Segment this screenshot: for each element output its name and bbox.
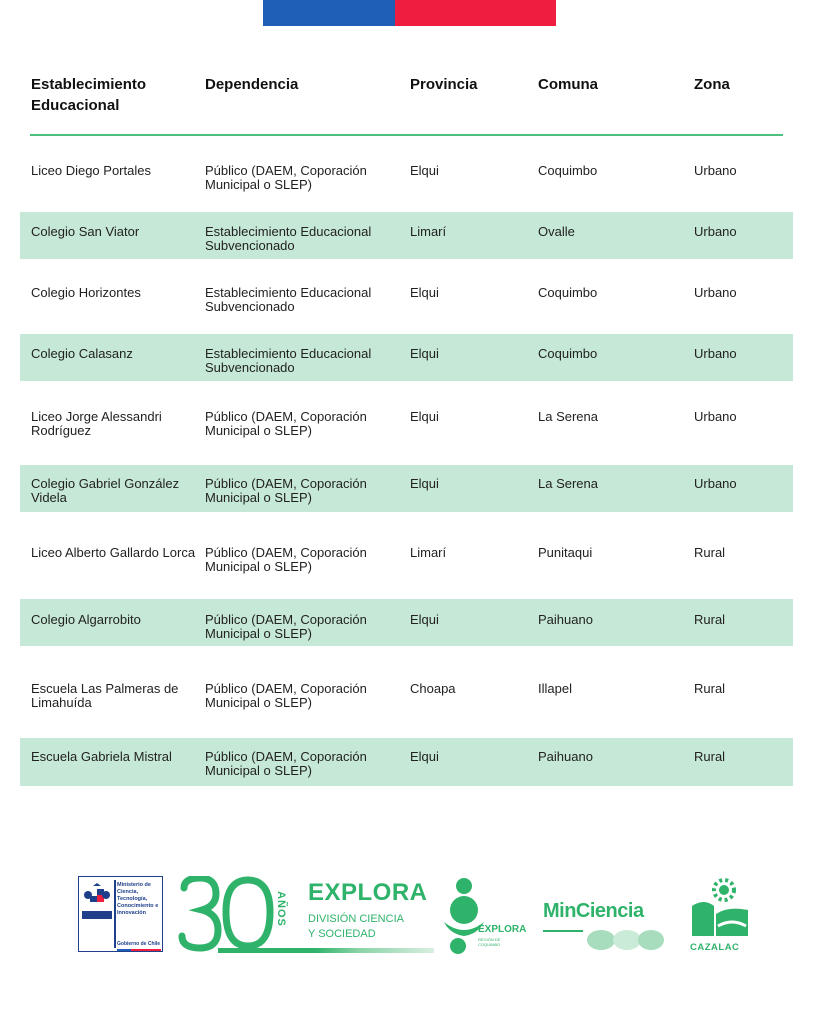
- table-header: [20, 74, 793, 136]
- explora-coquimbo-logo: [442, 876, 532, 958]
- cell-dependencia: Establecimiento Educacional Subvencionado: [205, 224, 372, 253]
- cell-zona: Rural: [694, 749, 726, 764]
- chile-coat-of-arms-icon: [83, 881, 111, 909]
- explora-region-sub: REGIÓN DE COQUIMBO: [478, 937, 501, 947]
- cell-dependencia: Público (DAEM, Coporación Municipal o SLEP): [205, 476, 367, 505]
- header-divider: [30, 134, 783, 136]
- ministerio-ciencia-logo: [78, 876, 163, 952]
- chile-flag-bar: [263, 0, 556, 26]
- table-row: [20, 334, 793, 381]
- cell-dependencia: Público (DAEM, Coporación Municipal o SLEP): [205, 749, 367, 778]
- gobierno-de-chile-label: Gobierno de Chile: [117, 941, 161, 947]
- cell-provincia: Elqui: [410, 346, 439, 361]
- cell-dependencia: Público (DAEM, Coporación Municipal o SLEP): [205, 545, 367, 574]
- cell-establecimiento: Liceo Jorge Alessandri Rodríguez: [31, 409, 162, 438]
- cell-comuna: Punitaqui: [538, 545, 593, 560]
- cell-provincia: Elqui: [410, 612, 439, 627]
- minciencia-wordmark: MinCiencia: [543, 900, 644, 922]
- cell-comuna: Ovalle: [538, 224, 575, 239]
- cell-zona: Urbano: [694, 409, 737, 424]
- gobierno-blue-bar: [117, 949, 131, 951]
- cazalac-emblem-icon: [688, 876, 752, 940]
- column-header-establecimiento: Establecimiento Educacional: [31, 76, 147, 114]
- cell-dependencia: Público (DAEM, Coporación Municipal o SLEP): [205, 409, 367, 438]
- cell-establecimiento: Escuela Gabriela Mistral: [31, 749, 172, 764]
- flag-red-stripe: [395, 0, 556, 26]
- cell-comuna: Coquimbo: [538, 163, 598, 178]
- cell-comuna: La Serena: [538, 476, 598, 491]
- table-row: [20, 273, 793, 320]
- division-line-1: DIVISIÓN CIENCIA: [308, 913, 404, 925]
- cell-dependencia: Público (DAEM, Coporación Municipal o SLEP): [205, 612, 367, 641]
- cell-comuna: Illapel: [538, 681, 572, 696]
- column-header-comuna: Comuna: [538, 76, 598, 93]
- cell-establecimiento: Colegio Gabriel González Videla: [31, 476, 180, 505]
- cell-establecimiento: Liceo Alberto Gallardo Lorca: [31, 545, 196, 560]
- cell-zona: Rural: [694, 681, 726, 696]
- anos-label: AÑOS: [275, 891, 287, 927]
- cell-establecimiento: Colegio Horizontes: [31, 285, 141, 300]
- cell-zona: Rural: [694, 612, 726, 627]
- minciencia-logo: [543, 900, 675, 956]
- cell-establecimiento: Liceo Diego Portales: [31, 163, 151, 178]
- explora-region-title: EXPLORA: [478, 924, 527, 935]
- logo-divider: [114, 880, 116, 948]
- cell-zona: Urbano: [694, 163, 737, 178]
- column-header-provincia: Provincia: [410, 76, 478, 93]
- cell-establecimiento: Colegio San Viator: [31, 224, 140, 239]
- cell-provincia: Choapa: [410, 681, 456, 696]
- cell-provincia: Limarí: [410, 224, 447, 239]
- cell-zona: Urbano: [694, 224, 737, 239]
- column-header-zona: Zona: [694, 76, 730, 93]
- cell-provincia: Elqui: [410, 749, 439, 764]
- cell-establecimiento: Colegio Calasanz: [31, 346, 133, 361]
- table-row: [20, 533, 793, 583]
- table-row: [20, 212, 793, 259]
- table-row: [20, 738, 793, 786]
- cazalac-label: CAZALAC: [690, 942, 740, 953]
- cell-provincia: Elqui: [410, 285, 439, 300]
- cell-establecimiento: Colegio Algarrobito: [31, 612, 141, 627]
- explora-gradient-bar: [218, 948, 434, 953]
- cell-provincia: Elqui: [410, 409, 439, 424]
- column-header-dependencia: Dependencia: [205, 76, 299, 93]
- cell-zona: Urbano: [694, 285, 737, 300]
- coat-banner: [82, 911, 112, 919]
- table-row: [20, 599, 793, 646]
- minciencia-wave-icon: [543, 924, 675, 954]
- cell-establecimiento: Escuela Las Palmeras de Limahuída: [31, 681, 179, 710]
- cell-comuna: Paihuano: [538, 612, 593, 627]
- number-30-graphic: [178, 876, 278, 956]
- cell-provincia: Elqui: [410, 476, 439, 491]
- cell-zona: Rural: [694, 545, 726, 560]
- gobierno-red-bar: [131, 949, 161, 951]
- cell-dependencia: Público (DAEM, Coporación Municipal o SLEP): [205, 163, 367, 192]
- table-row: [20, 397, 793, 447]
- explora-30-anos-logo: [178, 876, 434, 956]
- cell-comuna: La Serena: [538, 409, 598, 424]
- cell-comuna: Paihuano: [538, 749, 593, 764]
- flag-blue-stripe: [263, 0, 395, 26]
- explora-title: EXPLORA: [308, 879, 428, 906]
- cell-provincia: Limarí: [410, 545, 447, 560]
- cell-dependencia: Público (DAEM, Coporación Municipal o SLEP): [205, 681, 367, 710]
- cell-zona: Urbano: [694, 346, 737, 361]
- partner-logos: [0, 870, 819, 960]
- table-row: [20, 151, 793, 198]
- ministerio-name: Ministerio de Ciencia, Tecnología, Conocimiento e Innovación: [117, 882, 159, 916]
- cell-zona: Urbano: [694, 476, 737, 491]
- table-row: [20, 465, 793, 512]
- cell-comuna: Coquimbo: [538, 346, 598, 361]
- table-row: [20, 669, 793, 719]
- anos-vertical-wrap: [274, 878, 288, 940]
- division-line-2: Y SOCIEDAD: [308, 928, 376, 940]
- cell-comuna: Coquimbo: [538, 285, 598, 300]
- cell-dependencia: Establecimiento Educacional Subvencionado: [205, 346, 372, 375]
- cell-provincia: Elqui: [410, 163, 439, 178]
- cazalac-logo: [688, 876, 752, 958]
- cell-dependencia: Establecimiento Educacional Subvencionado: [205, 285, 372, 314]
